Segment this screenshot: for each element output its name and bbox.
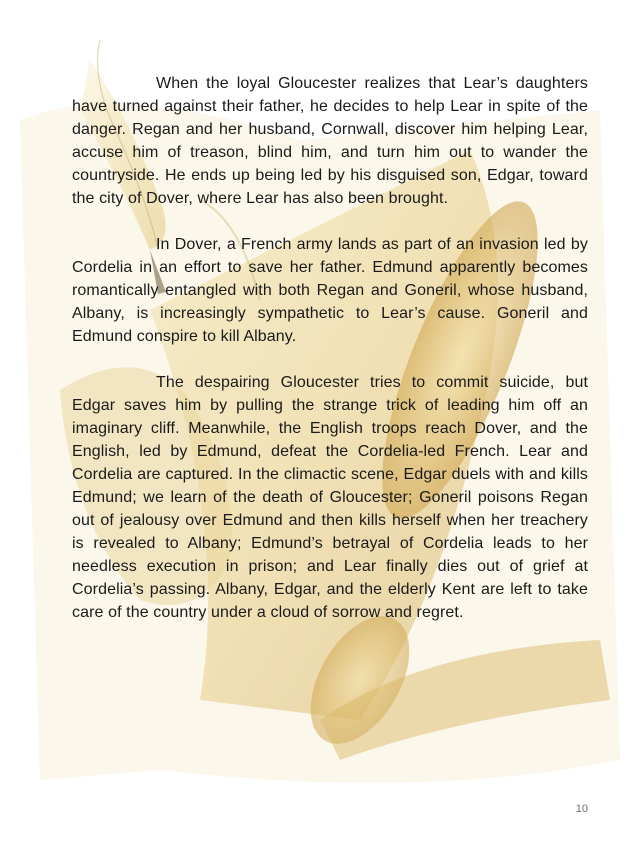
paragraph-gloucester: When the loyal Gloucester realizes that Lear’s daughters have turned against their father, he decides to help Lear in spite of the danger. Regan and her husband, Cornwall, discover him helping Lear, accuse him of treason, blind him, and turn him out to wander the countryside. He ends up being led by his disguised son, Edgar, toward the city of Dover, where Lear has also been brought. (72, 75, 588, 207)
document-body (72, 72, 588, 647)
paragraph-climax: The despairing Gloucester tries to commit suicide, but Edgar saves him by pulling the strange trick of leading him off an imaginary cliff. Meanwhile, the English troops reach Dover, and the English, led by Edmund, defeat the Cordelia-led French. Lear and Cordelia are captured. In the climactic scene, Edgar duels with and kills Edmund; we learn of the death of Gloucester; Goneril poisons Regan out of jealousy over Edmund and then kills herself when her treachery is revealed to Albany; Edmund’s betrayal of Cordelia leads to her needless execution in prison; and Lear finally dies out of grief at Cordelia’s passing. Albany, Edgar, and the elderly Kent are left to take care of the country under a cloud of sorrow and regret. (72, 374, 588, 621)
paragraph-dover: In Dover, a French army lands as part of an invasion led by Cordelia in an effort to save her father. Edmund apparently becomes romantically entangled with both Regan and Goneril, whose husband, Albany, is increasingly sympathetic to Lear’s cause. Goneril and Edmund conspire to kill Albany. (72, 236, 588, 345)
page-number: 10 (575, 803, 588, 815)
